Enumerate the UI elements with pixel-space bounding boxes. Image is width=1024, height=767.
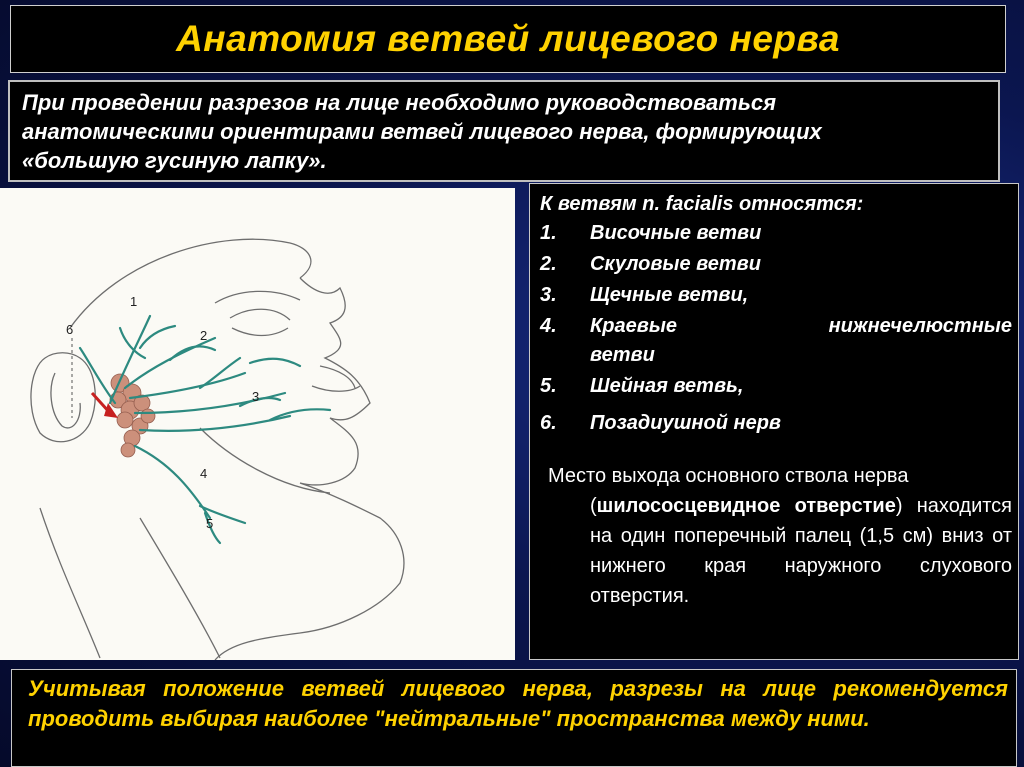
branch-item — [540, 311, 1012, 342]
branch-text: Скуловые ветви — [590, 253, 761, 275]
exit-body — [540, 491, 1012, 611]
branch-num: 3. — [540, 284, 557, 306]
fig-label-1: 1 — [130, 294, 138, 309]
fig-label-5: 5 — [206, 516, 214, 531]
fig-label-6: 6 — [66, 322, 74, 337]
branch-text-line2: ветви — [590, 344, 655, 366]
fig-label-2: 2 — [200, 328, 208, 343]
intro-line-2: анатомическими ориентирами ветвей лицевого нерва, формирующих — [22, 119, 822, 144]
branch-item — [540, 371, 1012, 402]
branch-num: 6. — [540, 412, 557, 434]
intro-line-3: «большую гусиную лапку». — [22, 148, 327, 173]
exit-close-paren: ) — [895, 495, 903, 517]
face-drawing — [0, 188, 515, 660]
fig-label-3: 3 — [252, 389, 260, 404]
facial-nerve-illustration — [0, 188, 515, 660]
branch-num: 5. — [540, 375, 557, 397]
branch-item — [540, 280, 1012, 311]
branches-box — [529, 183, 1019, 660]
exit-open-paren: ( — [590, 495, 597, 517]
branch-item — [540, 218, 1012, 249]
exit-line-1: Место выхода основного ствола нерва — [548, 465, 909, 487]
exit-rest: находится на один поперечный палец (1,5 см) вниз от нижнего края наружного слухового отверстия. — [590, 495, 1012, 607]
intro-box — [8, 80, 1000, 182]
branch-text: Щечные ветви, — [590, 284, 749, 306]
intro-line-1: При проведении разрезов на лице необходимо руководствоваться — [22, 90, 777, 115]
slide-title: Анатомия ветвей лицевого нерва — [176, 18, 840, 59]
branch-num: 2. — [540, 253, 557, 275]
branch-item-continued — [540, 340, 1012, 371]
intro-text — [22, 88, 988, 175]
nerve-exit-paragraph — [540, 461, 1012, 611]
branches-list — [540, 218, 1012, 439]
branch-text-line1 — [590, 311, 1012, 342]
branches-heading: К ветвям n. facialis относятся: — [540, 193, 864, 215]
branch-text — [590, 311, 1012, 342]
fig-label-4: 4 — [200, 466, 208, 481]
branch-num: 4. — [540, 315, 557, 337]
branch-word: нижнечелюстные — [828, 315, 1012, 337]
branch-text: Височные ветви — [590, 222, 762, 244]
branch-item — [540, 249, 1012, 280]
conclusion-text: Учитывая положение ветвей лицевого нерва, разрезы на лице рекомендуется проводить выбирая наиболее "нейтральные" пространства между ними. — [28, 676, 1008, 731]
branch-item — [540, 408, 1012, 439]
title-box — [10, 5, 1006, 73]
branch-num: 1. — [540, 222, 557, 244]
branch-text: Шейная ветвь, — [590, 375, 744, 397]
branch-word: Краевые — [590, 315, 678, 337]
branch-text: Позадиушной нерв — [590, 412, 781, 434]
conclusion-box — [11, 669, 1017, 767]
exit-bold-term: шилососцевидное отверстие — [596, 495, 896, 517]
